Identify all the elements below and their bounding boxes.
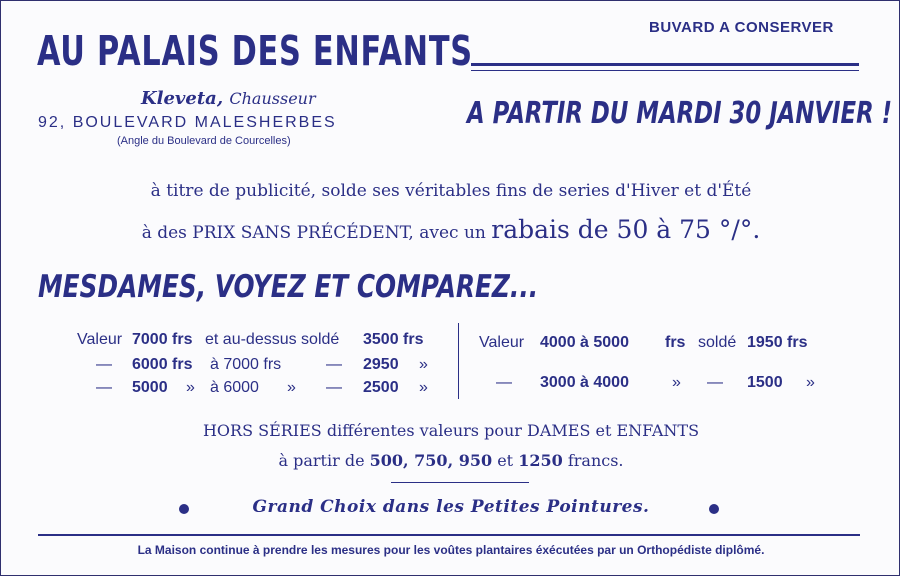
intro-line-1: à titre de publicité, solde ses véritables fins de series d'Hiver et d'Été [150,181,752,201]
owner-line [141,88,316,109]
hors-series-line-2 [1,451,900,470]
price-mid: à 6000 [210,379,259,396]
price-label: Valeur [77,331,123,348]
bottom-rule [38,534,860,536]
sale-date: A PARTIR DU MARDI 30 JANVIER ! [467,96,893,131]
price-quote: » [287,379,296,396]
price-mid: soldé [698,334,737,351]
top-rule [471,63,859,66]
price-range: 4000 à 5000 [540,334,629,351]
from-text: à partir de [278,451,365,470]
price-quote: » [186,379,195,396]
price-last: 1250 [518,451,563,470]
short-rule [391,482,529,483]
price-list: 500, 750, 950 [369,451,493,470]
price-label: Valeur [479,334,525,351]
price-from: 5000 [132,379,168,396]
price-label: — [96,356,112,373]
footer-note: La Maison continue à prendre les mesures pour les voûtes plantaires éxécutées par un Orthopédiste diplômé. [137,543,765,557]
price-quote: » [419,379,428,396]
discount-text: rabais de 50 à 75 °/°. [491,215,761,244]
price-value: 3500 frs [363,331,424,348]
and-text: et [497,451,514,470]
headline: MESDAMES, VOYEZ ET COMPAREZ... [38,269,539,305]
price-quote: » [419,356,428,373]
hors-series-line-1: HORS SÉRIES différentes valeurs pour DAMES et ENFANTS [202,421,700,440]
price-value: 2950 [363,356,399,373]
price-from: 6000 frs [132,356,193,373]
price-value: 1950 frs [747,334,808,351]
price-divider [458,323,459,399]
price-quote: » [672,374,681,391]
intro-line-2 [1,215,900,244]
shop-address: 92, BOULEVARD MALESHERBES [38,114,337,131]
price-value: 1500 [747,374,783,391]
francs-text: francs. [567,451,624,470]
price-mid: et au-dessus soldé [205,331,340,348]
top-rule-thin [471,70,859,71]
price-mid: à 7000 frs [210,356,282,373]
price-unit: frs [665,334,686,351]
choice-line: Grand Choix dans les Petites Pointures. [252,497,650,517]
price-dash: — [707,374,723,391]
intro-line-2-a: à des PRIX SANS PRÉCÉDENT, avec un [141,223,486,243]
price-dash: — [326,379,342,396]
shop-title: AU PALAIS DES ENFANTS [37,27,473,75]
price-from: 7000 frs [132,331,193,348]
price-label: — [496,374,512,391]
owner-name: Kleveta, [141,88,224,109]
price-dash: — [326,356,342,373]
price-range: 3000 à 4000 [540,374,629,391]
owner-trade: Chausseur [229,89,316,108]
keep-label: BUVARD A CONSERVER [649,19,834,36]
price-value: 2500 [363,379,399,396]
bullet-right-icon [709,504,719,514]
shop-corner: (Angle du Boulevard de Courcelles) [117,135,291,147]
price-label: — [96,379,112,396]
price-quote: » [806,374,815,391]
